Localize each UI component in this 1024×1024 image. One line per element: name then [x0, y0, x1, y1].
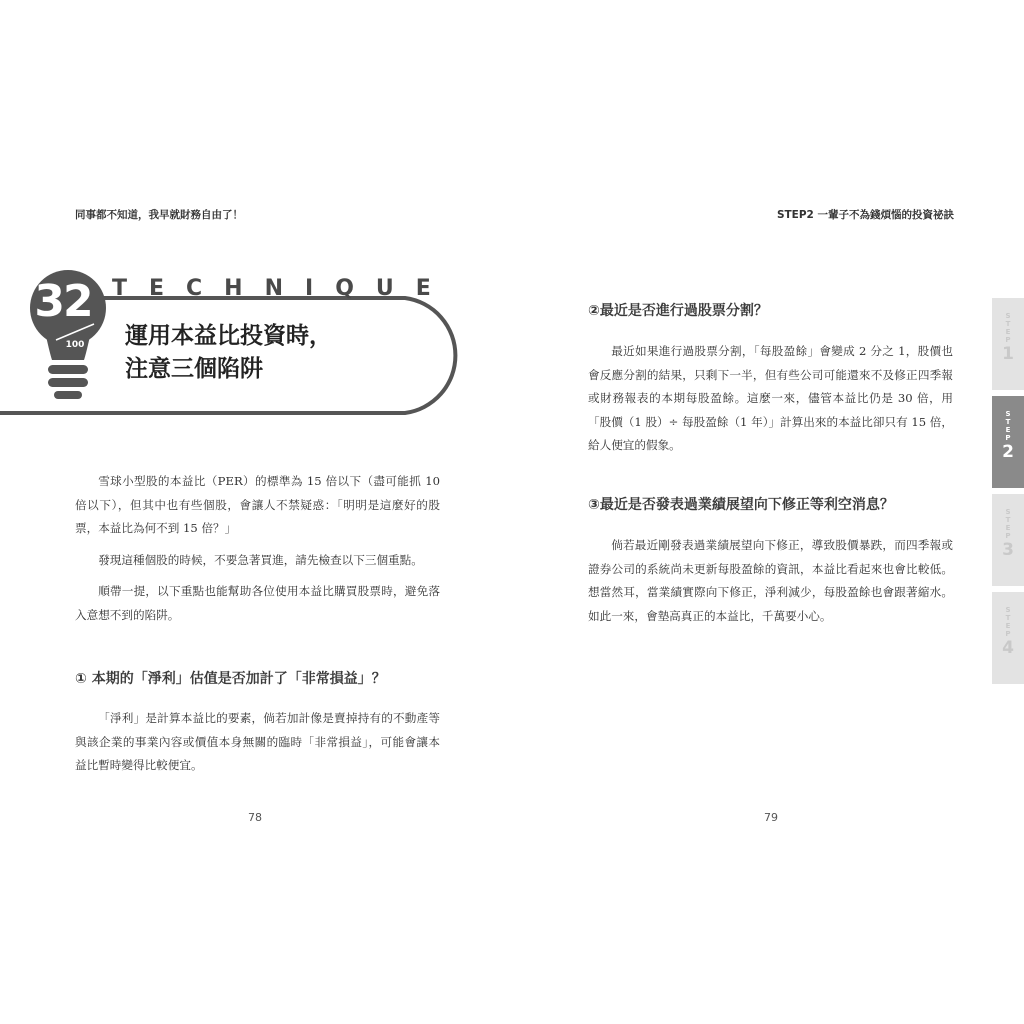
step-tab-label: STEP — [1005, 606, 1011, 638]
step-tab-3[interactable] — [992, 494, 1024, 586]
intro-paragraph: 順帶一提，以下重點也能幫助各位使用本益比購買股票時，避免落入意想不到的陷阱。 — [75, 584, 440, 622]
step-tab-number: 4 — [1002, 638, 1014, 658]
step-tab-number: 3 — [1002, 540, 1014, 560]
technique-label: TECHNIQUE — [112, 276, 453, 301]
step-tab-label: STEP — [1005, 508, 1011, 540]
running-head: STEP2 一輩子不為錢煩惱的投資祕訣 — [776, 209, 954, 221]
page-number: 79 — [764, 811, 778, 824]
section-1-heading: ① 本期的「淨利」估值是否加計了「非常損益」？ — [75, 671, 386, 687]
title-line-2: 注意三個陷阱 — [125, 356, 263, 382]
technique-title — [125, 320, 332, 386]
section-3-paragraph: 倘若最近剛發表過業績展望向下修正，導致股價暴跌，而四季報或證券公司的系統尚未更新每股盈餘的資訊，本益比看起來也會比較低。想當然耳，當業績實際向下修正，淨利減少，每股盈餘也會跟著縮水。如此一來，會墊高真正的本益比，千萬要小心。 — [588, 538, 953, 623]
step-tab-2[interactable] — [992, 396, 1024, 488]
technique-banner — [0, 268, 470, 418]
section-2-paragraph: 最近如果進行過股票分割，「每股盈餘」會變成 2 分之 1，股價也會反應分割的結果，只剩下一半，但有些公司可能還來不及修正四季報或財務報表的本期每股盈餘。這麼一來，儘管本益比仍是 30 倍，用「股價（1 股）÷ 每股盈餘（1 年）」計算出來的本益比卻只有 15 倍，給人便宜的假象。 — [588, 344, 953, 452]
step-tab-4[interactable] — [992, 592, 1024, 684]
step-tab-label: STEP — [1005, 312, 1011, 344]
step-tab-number: 2 — [1002, 442, 1014, 462]
section-1-paragraph: 「淨利」是計算本益比的要素，倘若加計像是賣掉持有的不動產等與該企業的事業內容或價值本身無關的臨時「非常損益」，可能會讓本益比暫時變得比較便宜。 — [75, 711, 440, 772]
section-3-text — [588, 534, 953, 636]
step-tab-label: STEP — [1005, 410, 1011, 442]
section-3-heading: ③最近是否發表過業績展望向下修正等利空消息？ — [588, 497, 894, 513]
page-number: 78 — [248, 811, 262, 824]
technique-total: 100 — [65, 340, 85, 350]
step-tab-number: 1 — [1002, 344, 1014, 364]
title-line-1: 運用本益比投資時， — [125, 323, 332, 349]
section-2-heading: ②最近是否進行過股票分割？ — [588, 303, 768, 319]
intro-paragraph: 發現這種個股的時候，不要急著買進，請先檢查以下三個重點。 — [98, 552, 423, 567]
intro-paragraph: 雪球小型股的本益比（PER）的標準為 15 倍以下（盡可能抓 10 倍以下），但其中也有些個股，會讓人不禁疑惑：「明明是這麼好的股票，本益比為何不到 15 倍？」 — [75, 474, 440, 535]
right-page — [512, 0, 1024, 1024]
running-head: 同事都不知道，我早就財務自由了！ — [75, 209, 243, 221]
technique-number: 32 — [34, 276, 92, 327]
intro-text — [75, 470, 440, 635]
section-1-text — [75, 707, 440, 786]
section-2-text — [588, 340, 953, 466]
step-tab-1[interactable] — [992, 298, 1024, 390]
